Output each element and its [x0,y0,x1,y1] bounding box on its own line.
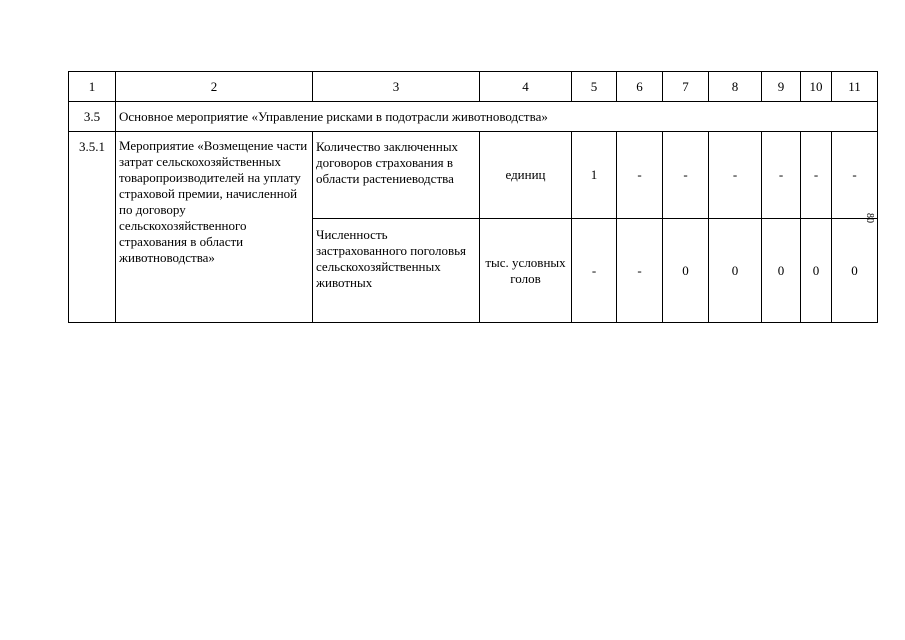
header-cell: 4 [480,72,572,102]
value-cell: - [709,132,762,219]
value-cell: - [832,132,878,219]
header-cell: 7 [663,72,709,102]
value-cell: 0 [801,219,832,323]
event-code: 3.5.1 [69,132,116,323]
page-number: 80 [864,213,875,223]
header-cell: 3 [313,72,480,102]
value-cell: 1 [572,132,617,219]
indicator-name: Численность застрахованного поголовья сельскохозяйственных животных [313,219,480,323]
section-row [69,102,878,132]
header-cell: 10 [801,72,832,102]
indicator-name: Количество заключенных договоров страхования в области растениеводства [313,132,480,219]
value-cell: - [617,132,663,219]
event-name: Мероприятие «Возмещение части затрат сельскохозяйственных товаропроизводителей на уплату страховой премии, начисленной по договору сельскохозяйственного страхования в области животноводства» [116,132,313,323]
header-cell: 6 [617,72,663,102]
header-cell: 11 [832,72,878,102]
section-title: Основное мероприятие «Управление рисками в подотрасли животноводства» [116,102,878,132]
value-cell: - [572,219,617,323]
value-cell: 0 [832,219,878,323]
header-cell: 9 [762,72,801,102]
value-cell: - [801,132,832,219]
header-cell: 8 [709,72,762,102]
value-cell: 0 [663,219,709,323]
value-cell: 0 [762,219,801,323]
indicators-table [68,71,878,323]
unit-cell: тыс. условных голов [480,219,572,323]
section-code: 3.5 [69,102,116,132]
value-cell: - [663,132,709,219]
table-row [69,132,878,219]
header-cell: 2 [116,72,313,102]
unit-cell: единиц [480,132,572,219]
value-cell: 0 [709,219,762,323]
header-cell: 5 [572,72,617,102]
value-cell: - [617,219,663,323]
table-header-row [69,72,878,102]
header-cell: 1 [69,72,116,102]
value-cell: - [762,132,801,219]
